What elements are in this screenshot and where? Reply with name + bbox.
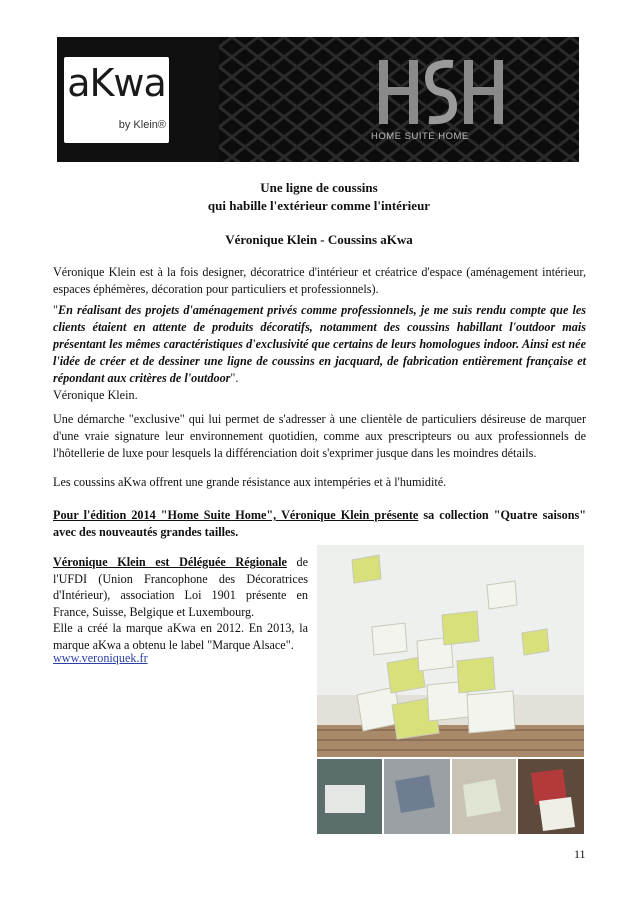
akwa-logo bbox=[64, 57, 169, 143]
akwa-logo-word: aKwa bbox=[67, 61, 166, 105]
page-number: 11 bbox=[574, 847, 586, 861]
title-line-1: Une ligne de coussins bbox=[260, 180, 378, 195]
edition-paragraph bbox=[53, 507, 586, 541]
quote-close-mark: ". bbox=[230, 371, 239, 385]
website-link[interactable]: www.veroniquek.fr bbox=[53, 651, 148, 665]
intro-paragraph: Véronique Klein est à la fois designer, décoratrice d'intérieur et créatrice d'espace (aménagement intérieur, espaces éphémères, décoration pour particuliers et professionnels). bbox=[53, 265, 586, 296]
akwa-logo-byline: by Klein® bbox=[118, 119, 166, 131]
resistance-paragraph: Les coussins aKwa offrent une grande résistance aux intempéries et à l'humidité. bbox=[53, 475, 447, 489]
header-banner bbox=[57, 37, 579, 162]
quote-body: En réalisant des projets d'aménagement privés comme professionnels, je me suis rendu compte que les clients étaient en attente de produits décoratifs, notamment des coussins habillant l'outdoor mais présentant les mêmes caractéristiques d'exclusivité que certains de leurs homologues indoor. Ainsi est née l'idée de créer et de dessiner une ligne de coussins en jacquard, de fabrication entièrement française et répondant aux critères de l'outdoor bbox=[53, 303, 586, 385]
ufdi-paragraph bbox=[53, 554, 308, 653]
edition-underlined: Pour l'édition 2014 "Home Suite Home", Véronique Klein présente bbox=[53, 508, 419, 522]
subtitle: Véronique Klein - Coussins aKwa bbox=[225, 232, 413, 247]
brand-text: Elle a créé la marque aKwa en 2012. En 2013, la marque aKwa a obtenu le label "Marque Alsace". bbox=[53, 621, 308, 652]
edition-rest: sa collection "Quatre saisons" avec des nouveautés grandes tailles. bbox=[53, 508, 586, 539]
quote-paragraph bbox=[53, 302, 586, 404]
hsh-caption: HOME SUITE HOME bbox=[371, 131, 469, 142]
hsh-logo bbox=[371, 54, 511, 129]
delegate-title: Véronique Klein est Déléguée Régionale bbox=[53, 555, 287, 569]
ufdi-text: de l'UFDI (Union Francophone des Décoratrices d'Intérieur), association Loi 1901 présente en France, Suisse, Belgique et Luxembourg. bbox=[53, 555, 308, 619]
title-line-2: qui habille l'extérieur comme l'intérieur bbox=[207, 198, 431, 213]
cushions-photo bbox=[317, 545, 584, 834]
quote-author: Véronique Klein. bbox=[53, 388, 138, 402]
demarche-paragraph: Une démarche "exclusive" qui lui permet de s'adresser à une clientèle de particuliers désireuse de marquer d'une vraie signature leur environnement quotidien, comme aux prescripteurs ou aux professionnels de l'hôtellerie de luxe pour lesquels la différenciation doit s'exprimer jusque dans les moindres détails. bbox=[53, 412, 586, 460]
quote-open-mark: " bbox=[53, 303, 58, 317]
